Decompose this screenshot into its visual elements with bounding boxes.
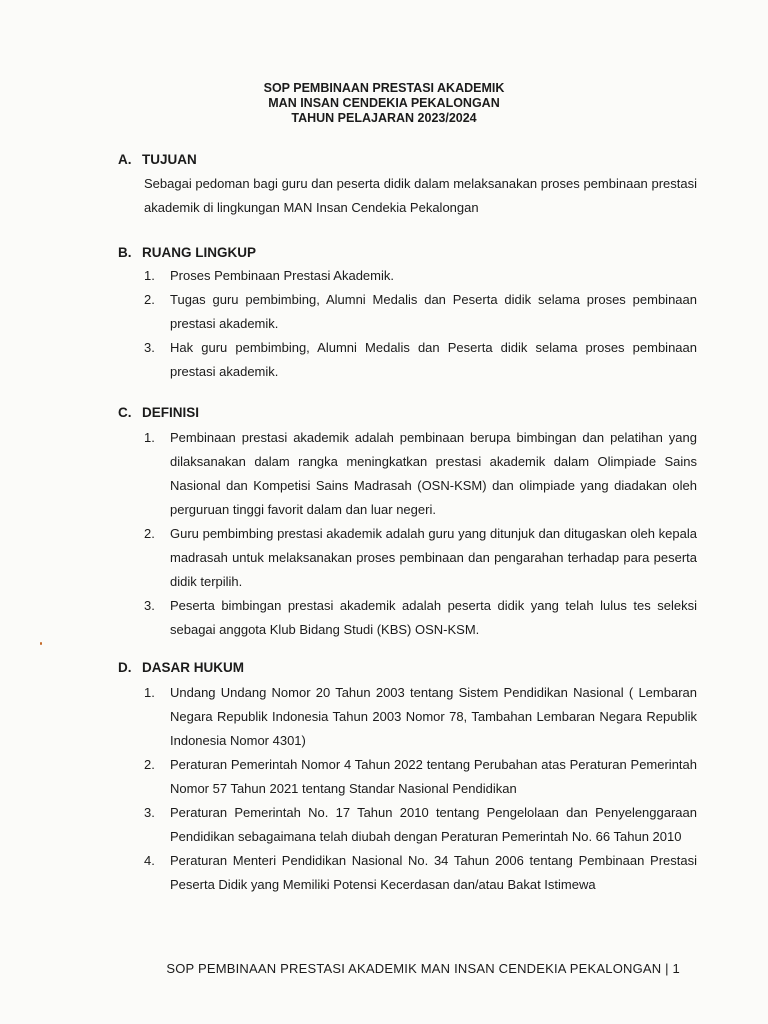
list-item <box>144 594 697 642</box>
list-item <box>144 681 697 753</box>
item-text: Guru pembimbing prestasi akademik adalah guru yang ditunjuk dan ditugaskan oleh kepala madrasah untuk melaksanakan proses pembinaan dan pengarahan terhadap para peserta didik terpilih. <box>170 526 697 589</box>
list-item <box>144 264 697 288</box>
list-item <box>144 288 697 336</box>
list-item <box>144 753 697 801</box>
item-number: 1. <box>144 430 155 445</box>
section-d-heading <box>118 660 244 675</box>
item-text: Peraturan Pemerintah No. 17 Tahun 2010 tentang Pengelolaan dan Penyelenggaraan Pendidikan sebagaimana telah diubah dengan Peraturan Pemerintah No. 66 Tahun 2010 <box>170 805 697 844</box>
item-number: 2. <box>144 757 155 772</box>
item-text: Undang Undang Nomor 20 Tahun 2003 tentang Sistem Pendidikan Nasional ( Lembaran Negara Republik Indonesia Tahun 2003 Nomor 78, Tambahan Lembaran Negara Republik Indonesia Nomor 4301) <box>170 685 697 748</box>
list-item <box>144 849 697 897</box>
section-d-list <box>144 681 697 897</box>
item-text: Pembinaan prestasi akademik adalah pembinaan berupa bimbingan dan pelatihan yang dilaksanakan dalam rangka meningkatkan prestasi akademik dalam Olimpiade Sains Nasional dan Kompetisi Sains Madrasah (OSN-KSM) dan olimpiade yang diadakan oleh perguruan tinggi favorit dalam dan luar negeri. <box>170 430 697 517</box>
section-title: RUANG LINGKUP <box>142 245 256 260</box>
section-c-list <box>144 426 697 642</box>
item-number: 1. <box>144 685 155 700</box>
title-line-3: TAHUN PELAJARAN 2023/2024 <box>291 111 477 125</box>
section-title: DASAR HUKUM <box>142 660 244 675</box>
page-footer: SOP PEMBINAAN PRESTASI AKADEMIK MAN INSAN CENDEKIA PEKALONGAN | 1 <box>166 961 680 976</box>
list-item <box>144 426 697 522</box>
title-line-1: SOP PEMBINAAN PRESTASI AKADEMIK <box>263 81 505 95</box>
section-letter: C. <box>118 405 132 420</box>
section-letter: A. <box>118 152 132 167</box>
scan-speck <box>40 642 42 645</box>
document-title <box>0 81 768 126</box>
section-a-heading <box>118 152 197 167</box>
item-number: 3. <box>144 340 155 355</box>
item-text: Hak guru pembimbing, Alumni Medalis dan Peserta didik selama proses pembinaan prestasi akademik. <box>170 340 697 379</box>
item-text: Peraturan Pemerintah Nomor 4 Tahun 2022 tentang Perubahan atas Peraturan Pemerintah Nomor 57 Tahun 2021 tentang Standar Nasional Pendidikan <box>170 757 697 796</box>
item-number: 1. <box>144 268 155 283</box>
item-number: 3. <box>144 805 155 820</box>
item-number: 2. <box>144 292 155 307</box>
section-c-heading <box>118 405 199 420</box>
section-b-list <box>144 264 697 384</box>
section-title: TUJUAN <box>142 152 197 167</box>
section-a-text: Sebagai pedoman bagi guru dan peserta didik dalam melaksanakan proses pembinaan prestasi akademik di lingkungan MAN Insan Cendekia Pekalongan <box>144 176 697 215</box>
item-text: Peraturan Menteri Pendidikan Nasional No. 34 Tahun 2006 tentang Pembinaan Prestasi Peserta Didik yang Memiliki Potensi Kecerdasan dan/atau Bakat Istimewa <box>170 853 697 892</box>
section-title: DEFINISI <box>142 405 200 420</box>
section-b-heading <box>118 245 256 260</box>
item-number: 4. <box>144 853 155 868</box>
title-line-2: MAN INSAN CENDEKIA PEKALONGAN <box>268 96 500 110</box>
list-item <box>144 522 697 594</box>
item-text: Proses Pembinaan Prestasi Akademik. <box>170 268 394 283</box>
list-item <box>144 801 697 849</box>
item-number: 3. <box>144 598 155 613</box>
list-item <box>144 336 697 384</box>
section-letter: B. <box>118 245 132 260</box>
item-number: 2. <box>144 526 155 541</box>
item-text: Tugas guru pembimbing, Alumni Medalis dan Peserta didik selama proses pembinaan prestasi akademik. <box>170 292 697 331</box>
item-text: Peserta bimbingan prestasi akademik adalah peserta didik yang telah lulus tes seleksi sebagai anggota Klub Bidang Studi (KBS) OSN-KSM. <box>170 598 697 637</box>
section-letter: D. <box>118 660 132 675</box>
